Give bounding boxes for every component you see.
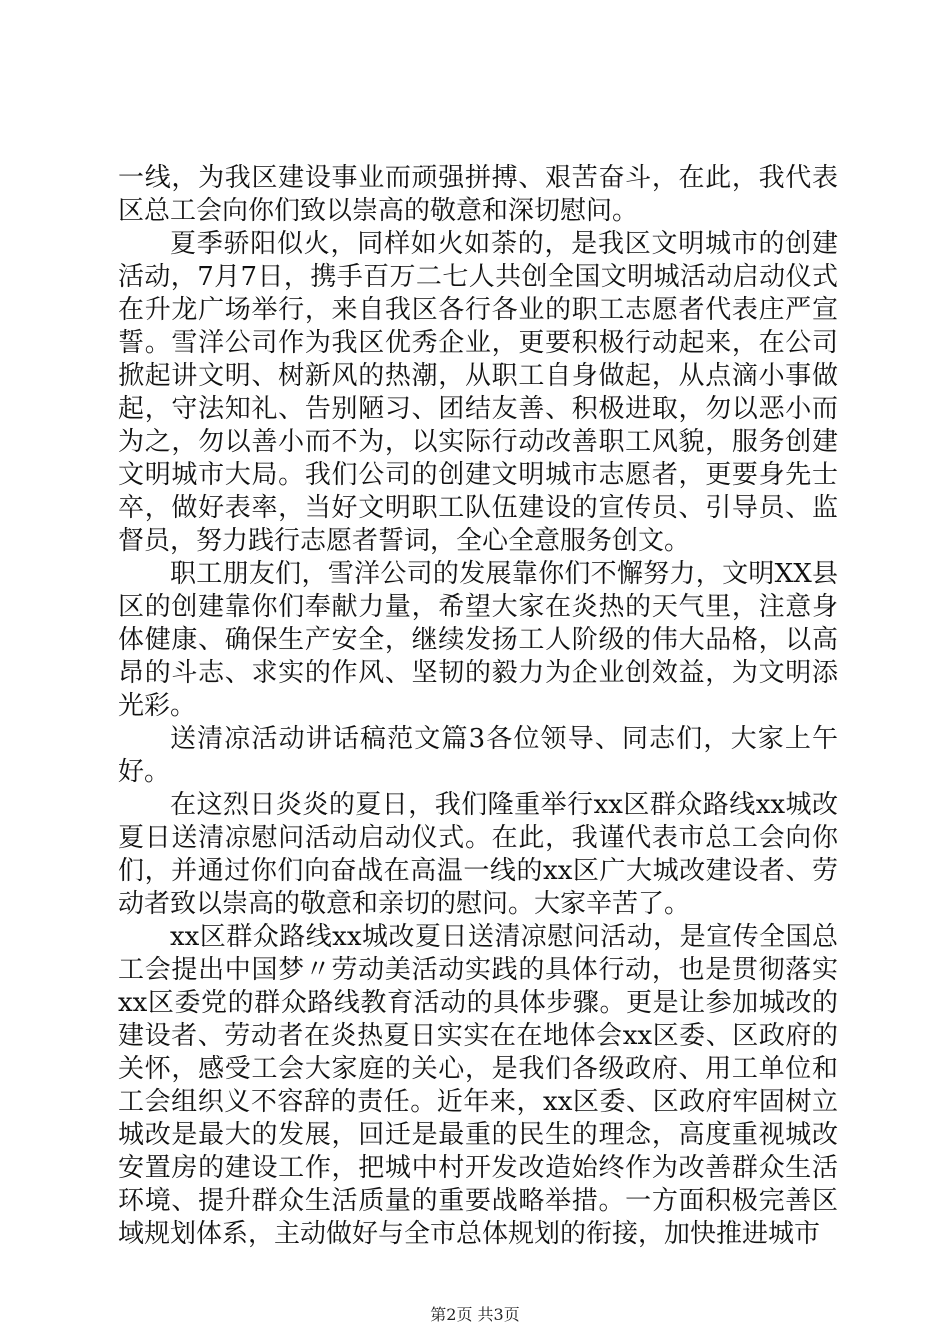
document-body — [118, 162, 838, 1251]
page-footer: 第2页 共3页 — [430, 1305, 520, 1324]
paragraph-6: xx区群众路线xx城改夏日送清凉慰问活动，是宣传全国总工会提出中国梦〃劳动美活动实践的具体行动，也是贯彻落实xx区委党的群众路线教育活动的具体步骤。更是让参加城改的建设者、劳动者在炎热夏日实实在在地体会xx区委、区政府的关怀，感受工会大家庭的关心，是我们各级政府、用工单位和工会组织义不容辞的责任。近年来，xx区委、区政府牢固树立城改是最大的发展，回迁是最重的民生的理念，高度重视城改安置房的建设工作，把城中村开发改造始终作为改善群众生活环境、提升群众生活质量的重要战略举措。一方面积极完善区域规划体系，主动做好与全市总体规划的衔接，加快推进城市 — [118, 922, 838, 1249]
paragraph-3: 职工朋友们，雪洋公司的发展靠你们不懈努力，文明XX县区的创建靠你们奉献力量，希望大家在炎热的天气里，注意身体健康、确保生产安全，继续发扬工人阶级的伟大品格，以高昂的斗志、求实的作风、坚韧的毅力为企业创效益，为文明添光彩。 — [118, 559, 838, 721]
paragraph-1: 一线，为我区建设事业而顽强拼搏、艰苦奋斗，在此，我代表区总工会向你们致以崇高的敬意和深切慰问。 — [118, 163, 838, 226]
paragraph-4: 送清凉活动讲话稿范文篇3各位领导、同志们，大家上午好。 — [118, 724, 838, 787]
paragraph-2: 夏季骄阳似火，同样如火如荼的，是我区文明城市的创建活动，7月7日，携手百万二七人共创全国文明城活动启动仪式在升龙广场举行，来自我区各行各业的职工志愿者代表庄严宣誓。雪洋公司作为我区优秀企业，更要积极行动起来，在公司掀起讲文明、树新风的热潮，从职工自身做起，从点滴小事做起，守法知礼、告别陋习、团结友善、积极进取，勿以恶小而为之，勿以善小而不为，以实际行动改善职工风貌，服务创建文明城市大局。我们公司的创建文明城市志愿者，更要身先士卒，做好表率，当好文明职工队伍建设的宣传员、引导员、监督员，努力践行志愿者誓词，全心全意服务创文。 — [118, 229, 838, 556]
paragraph-5: 在这烈日炎炎的夏日，我们隆重举行xx区群众路线xx城改夏日送清凉慰问活动启动仪式。在此，我谨代表市总工会向你们，并通过你们向奋战在高温一线的xx区广大城改建设者、劳动者致以崇高的敬意和亲切的慰问。大家辛苦了。 — [118, 790, 838, 919]
